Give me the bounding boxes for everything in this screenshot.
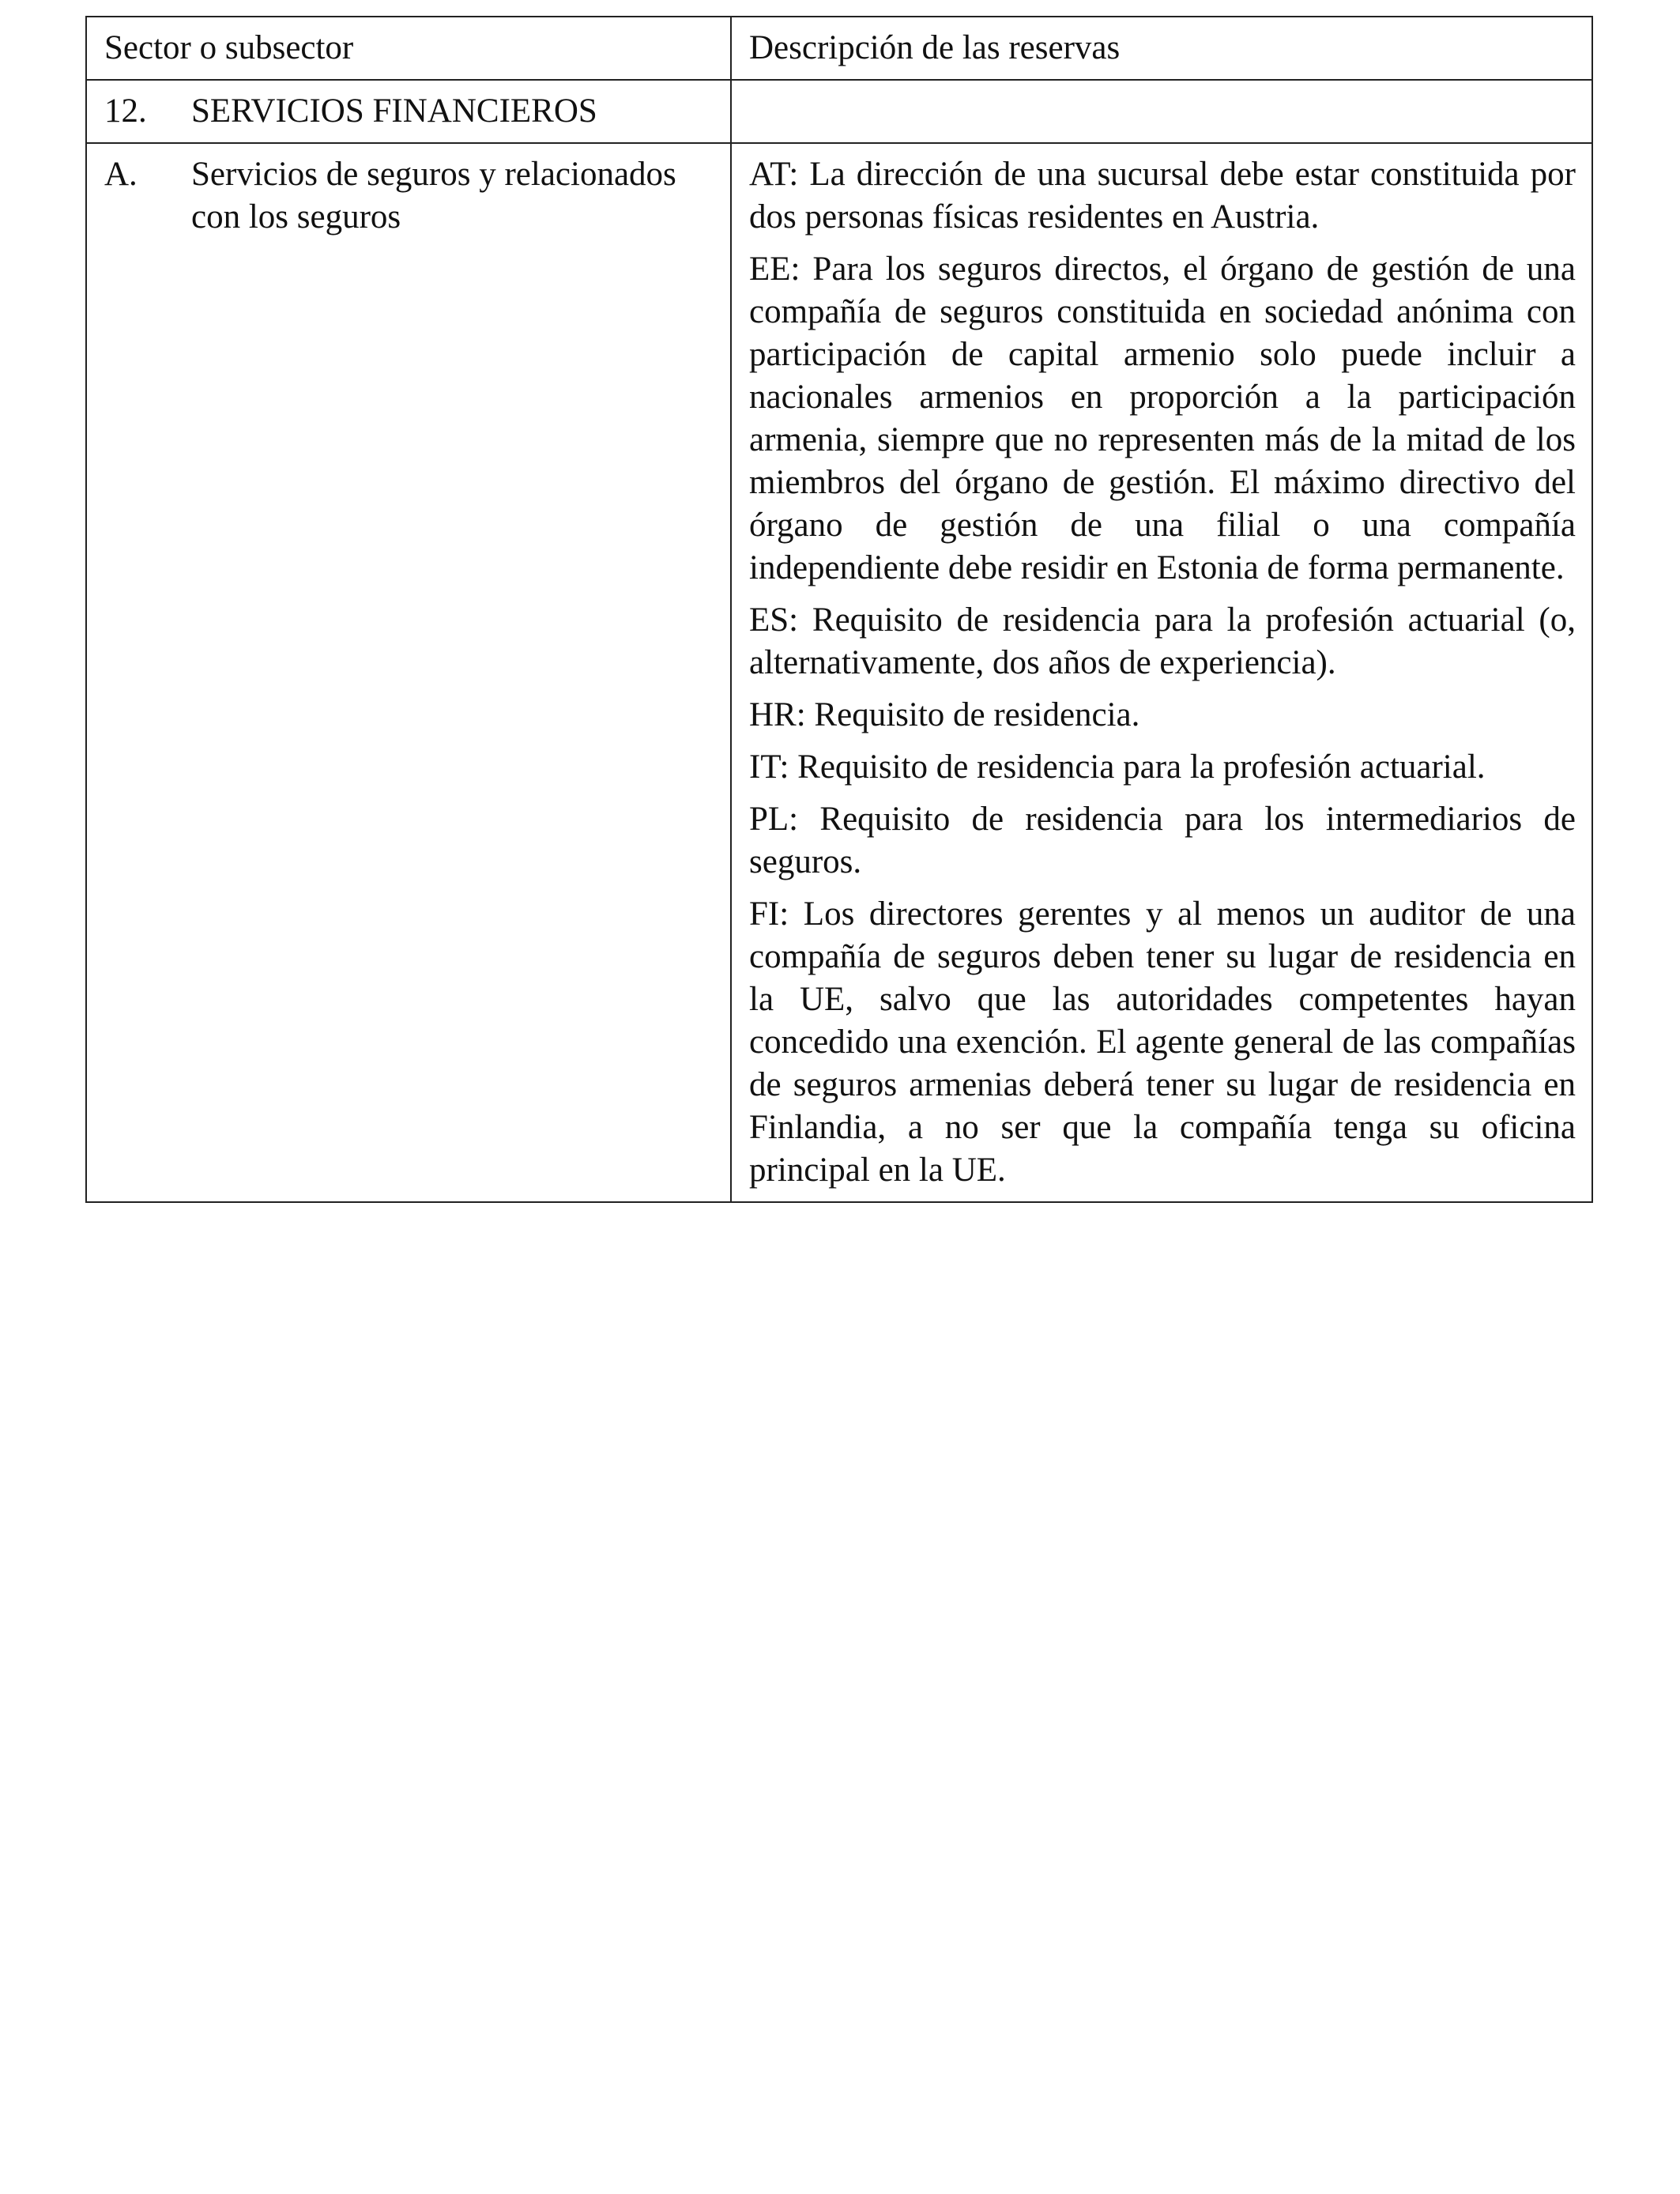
subsection-row [86, 143, 1592, 1202]
reservation-hr: HR: Requisito de residencia. [749, 696, 1140, 733]
section-number: 12. [104, 92, 147, 130]
subsection-letter: A. [104, 156, 137, 193]
header-description-cell: Descripción de las reservas [731, 17, 1592, 80]
reservation-at: AT: La dirección de una sucursal debe estar constituida por dos personas físicas residentes en Austria. [749, 156, 1576, 236]
section-cell [86, 80, 731, 143]
reservation-ee: EE: Para los seguros directos, el órgano de gestión de una compañía de seguros constituida en sociedad anónima con participación de capital armenio solo puede incluir a nacionales armenios en proporción a la participación armenia, siempre que no representen más de la mitad de los miembros del órgano de gestión. El máximo directivo del órgano de gestión de una filial o una compañía independiente debe residir en Estonia de forma permanente. [749, 251, 1576, 586]
subsection-cell [86, 143, 731, 1202]
reservations-table [85, 16, 1593, 1203]
reservation-it: IT: Requisito de residencia para la profesión actuarial. [749, 748, 1486, 786]
section-description-cell [731, 80, 1592, 143]
table-header-row [86, 17, 1592, 80]
reservation-pl: PL: Requisito de residencia para los intermediarios de seguros. [749, 801, 1576, 880]
reservation-es: ES: Requisito de residencia para la profesión actuarial (o, alternativamente, dos años de experiencia). [749, 601, 1576, 681]
reservation-fi: FI: Los directores gerentes y al menos un auditor de una compañía de seguros deben tener su lugar de residencia en la UE, salvo que las autoridades competentes hayan concedido una exención. El agente general de las compañías de seguros armenias deberá tener su lugar de residencia en Finlandia, a no ser que la compañía tenga su oficina principal en la UE. [749, 895, 1576, 1189]
section-title: SERVICIOS FINANCIEROS [191, 92, 597, 130]
reservations-description-cell [731, 143, 1592, 1202]
subsection-title: Servicios de seguros y relacionados con los seguros [191, 156, 676, 236]
header-sector-cell: Sector o subsector [86, 17, 731, 80]
section-row [86, 80, 1592, 143]
